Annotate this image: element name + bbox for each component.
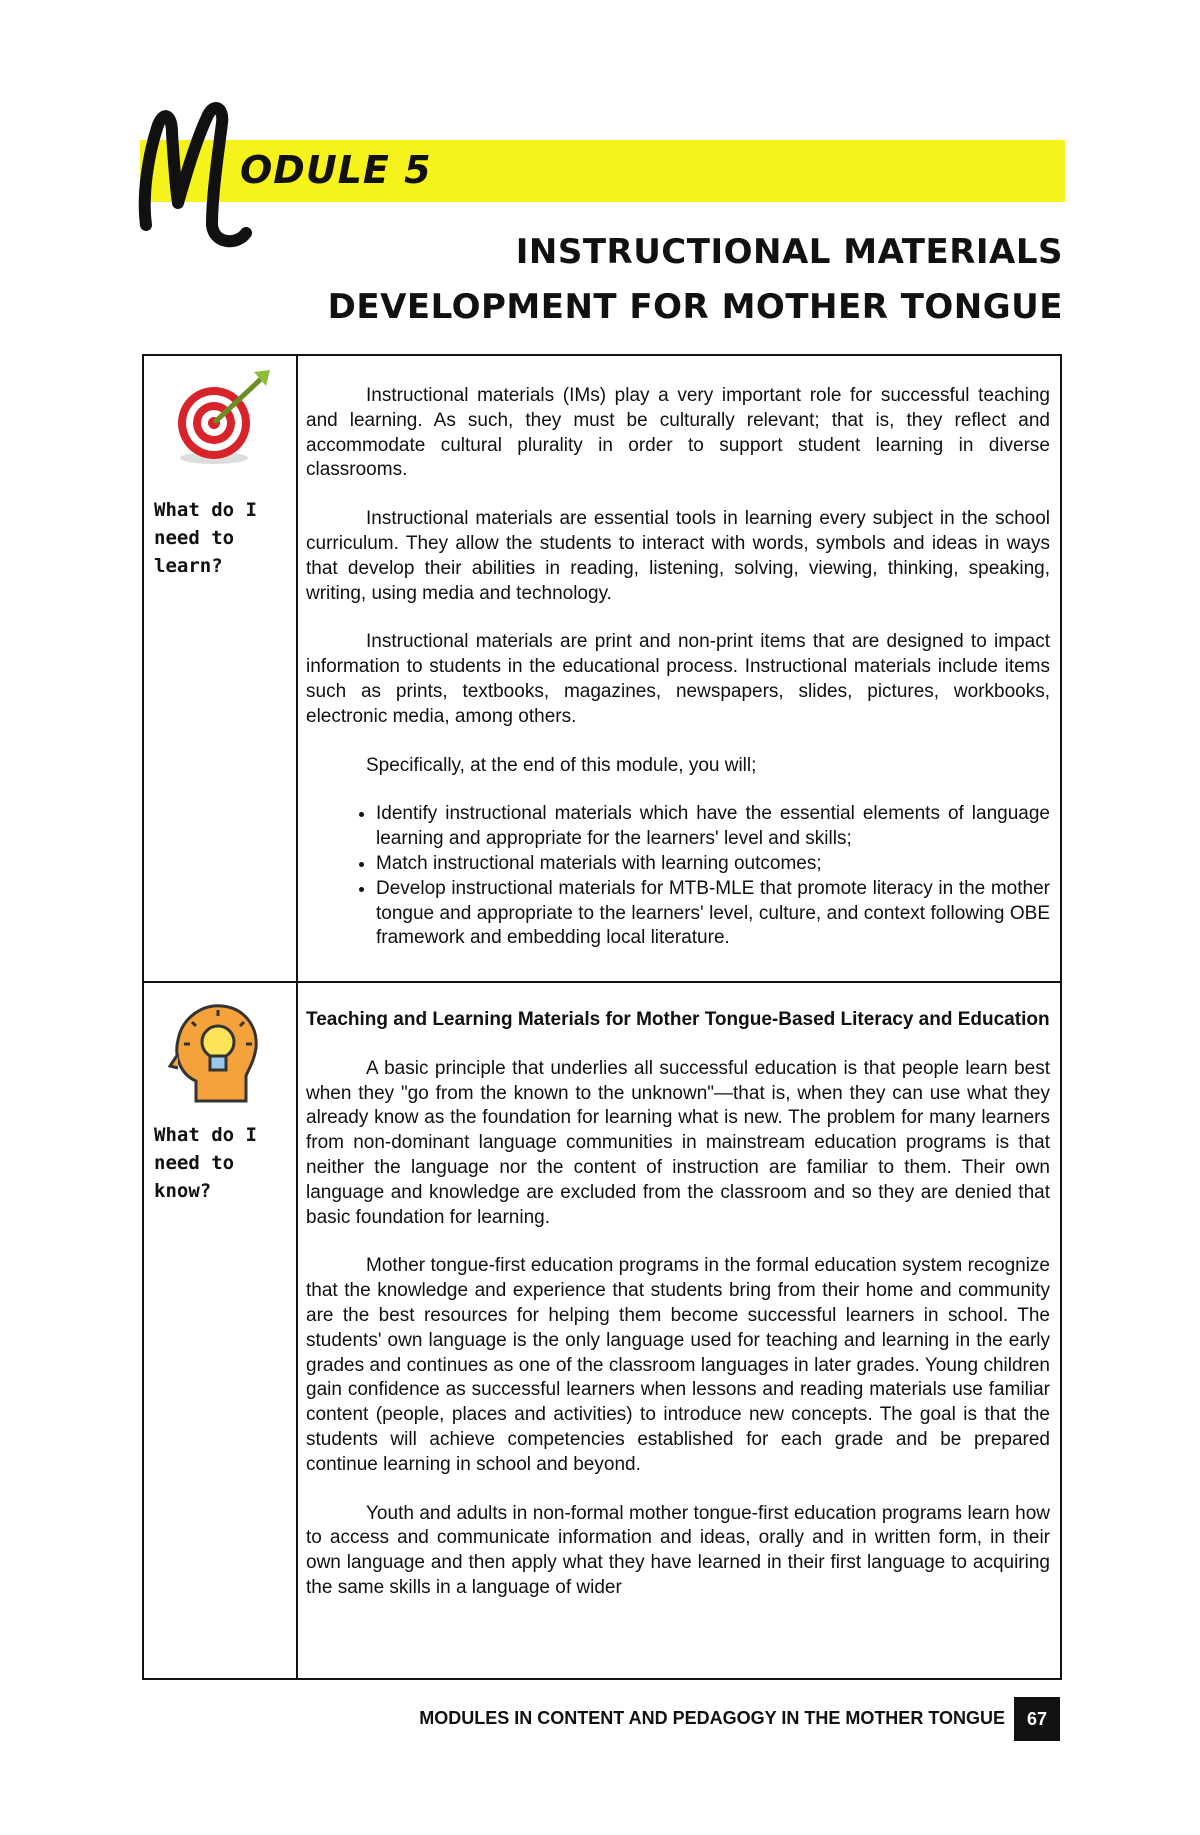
module-label: ODULE 5 (240, 148, 432, 192)
paragraph: Instructional materials (IMs) play a very important role for successful teaching and learning. As such, they must be culturally relevant; that is, they reflect and accommodate cultural plurality in order to support student learning in diverse classrooms. (306, 385, 1050, 481)
head-lightbulb-icon (166, 996, 266, 1106)
footer-text: MODULES IN CONTENT AND PEDAGOGY IN THE MOTHER TONGUE (419, 1708, 1005, 1728)
paragraph: Mother tongue-first education programs in the formal education system recognize that the knowledge and experience that students bring from their home and community are the best resources for helping them become successful learners in school. The students' own language is the only language used for teaching and learning in the early grades and continues as one of the classroom languages in later grades. Young children gain confidence as successful learners when lessons and reading materials use familiar content (people, places and activities) to introduce new concepts. The goal is that the students will achieve competencies established for each grade and be prepared continue learning in school and beyond. (306, 1255, 1050, 1475)
content-table (142, 354, 1062, 1680)
know-content (306, 1008, 1050, 1601)
learn-content (306, 384, 1050, 951)
objectives-list (306, 802, 1050, 951)
row-divider (144, 981, 1060, 983)
list-item: • Match instructional materials with learning outcomes; (376, 852, 1050, 877)
paragraph: Instructional materials are essential tools in learning every subject in the school curriculum. They allow the students to interact with words, symbols and ideas in ways that develop their abilities in reading, listening, solving, viewing, thinking, speaking, writing, using media and technology. (306, 508, 1050, 604)
page-number: 67 (1014, 1697, 1060, 1741)
paragraph: Specifically, at the end of this module, you will; (366, 754, 757, 776)
section-heading: Teaching and Learning Materials for Mother Tongue-Based Literacy and Education (306, 1009, 1050, 1030)
title-line-2: DEVELOPMENT FOR MOTHER TONGUE (327, 287, 1063, 327)
paragraph: Instructional materials are print and non-print items that are designed to impact information to students in the educational process. Instructional materials include items such as prints, textbooks, magazines, newspapers, slides, pictures, workbooks, electronic media, among others. (306, 631, 1050, 727)
column-divider (296, 356, 298, 1678)
list-item: • Develop instructional materials for MTB-MLE that promote literacy in the mother tongue and appropriate to the learners' level, culture, and context following OBE framework and embedding local literature. (376, 877, 1050, 951)
know-label: What do I need to know? (154, 1124, 257, 1202)
list-item: • Identify instructional materials which have the essential elements of language learning and appropriate for the learners' level and skills; (376, 802, 1050, 852)
learn-label: What do I need to learn? (154, 499, 257, 577)
paragraph: Youth and adults in non-formal mother tongue-first education programs learn how to access and communicate information and ideas, orally and in written form, in their own language and then apply what they have learned in their first language to acquiring the same skills in a language of wider (306, 1502, 1050, 1598)
page-title (328, 225, 1063, 335)
paragraph: A basic principle that underlies all successful education is that people learn best when they "go from the known to the unknown"—that is, when they can use what they already know as the foundation for learning what is new. The problem for many learners from non-dominant language communities in mainstream education programs is that neither the language nor the content of instruction are familiar to them. Their own language and knowledge are excluded from the classroom and so they are denied that basic foundation for learning. (306, 1057, 1050, 1228)
title-line-1: INSTRUCTIONAL MATERIALS (515, 232, 1063, 272)
target-dart-icon (166, 368, 276, 468)
